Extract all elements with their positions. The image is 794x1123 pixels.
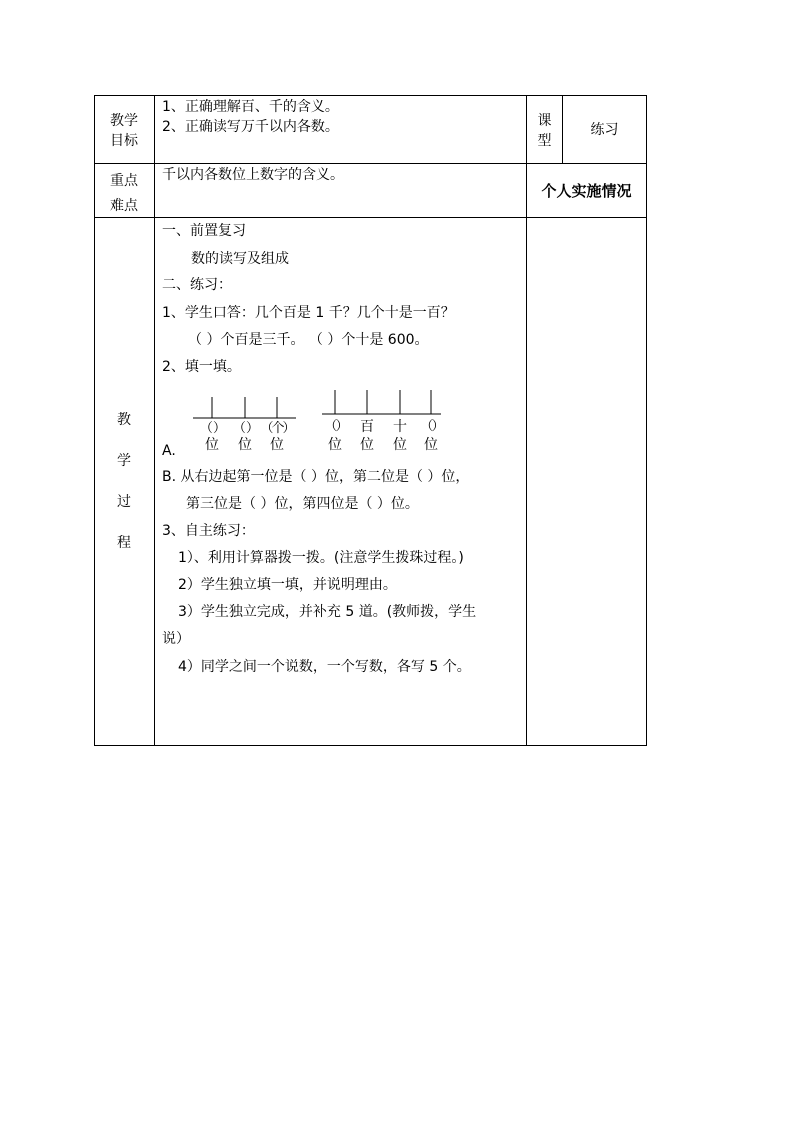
process-label-char-2: 学	[117, 453, 131, 469]
process-line-6: 2、填一填。	[162, 359, 241, 375]
process-line-13: 3）学生独立完成，并补充 5 道。(教师拨，学生	[178, 604, 477, 620]
counter-b-place-2: 位	[360, 437, 374, 453]
process-line-15: 4）同学之间一个说数，一个写数，各写 5 个。	[178, 659, 471, 675]
goals-label-line-2: 目标	[110, 133, 138, 149]
process-label-char-3: 过	[117, 494, 131, 510]
counter-a-place-2: 位	[238, 437, 252, 453]
counter-a-place-1: 位	[205, 437, 219, 453]
process-line-9: 第三位是（ ）位，第四位是（ ）位。	[186, 496, 419, 512]
goal-line-1: 1、正确理解百、千的含义。	[162, 99, 339, 115]
process-line-4: 1、学生口答：几个百是 1 千？几个十是一百？	[162, 305, 455, 321]
process-label-char-1: 教	[117, 412, 131, 428]
counter-b-place-4: 位	[424, 437, 438, 453]
counter-a-label-3: （个）	[260, 421, 294, 436]
counter-b-label-2: 百	[360, 419, 374, 435]
counter-b-place-3: 位	[393, 437, 407, 453]
counter-a-label-2: （ ）	[232, 421, 258, 436]
type-label-line-2: 型	[537, 133, 552, 149]
process-line-2: 数的读写及组成	[191, 251, 289, 267]
counter-b-label-1: （ ）	[324, 419, 346, 434]
focus-label-line-2: 难点	[110, 198, 138, 214]
implementation-heading: 个人实施情况	[541, 182, 632, 200]
process-line-7: A.	[162, 443, 176, 459]
process-line-8: B. 从右边起第一位是（ ）位，第二位是（ ）位，	[162, 469, 470, 485]
counter-b-label-3: 十	[393, 419, 407, 435]
counter-a-label-1: （ ）	[199, 421, 225, 436]
counter-a-place-3: 位	[270, 437, 284, 453]
process-line-1: 一、前置复习	[162, 223, 246, 239]
process-label-char-4: 程	[117, 535, 131, 551]
process-line-14: 说）	[162, 631, 190, 647]
focus-text: 千以内各数位上数字的含义。	[162, 167, 344, 183]
goal-line-2: 2、正确读写万千以内各数。	[162, 119, 339, 135]
process-line-11: 1）、利用计算器拨一拨。(注意学生拨珠过程。)	[178, 550, 464, 566]
counter-b-place-1: 位	[328, 437, 342, 453]
process-line-10: 3、自主练习：	[162, 523, 255, 539]
type-label-line-1: 课	[537, 113, 552, 129]
process-line-12: 2）学生独立填一填，并说明理由。	[178, 577, 397, 593]
counter-b-label-4: （ ）	[420, 419, 442, 434]
process-line-5: （ ）个百是三千。 （ ）个十是 600。	[188, 332, 429, 348]
lesson-type-value: 练习	[590, 122, 619, 138]
goals-label-line-1: 教学	[110, 113, 138, 129]
focus-label-line-1: 重点	[110, 173, 138, 189]
process-line-3: 二、练习：	[162, 277, 232, 293]
